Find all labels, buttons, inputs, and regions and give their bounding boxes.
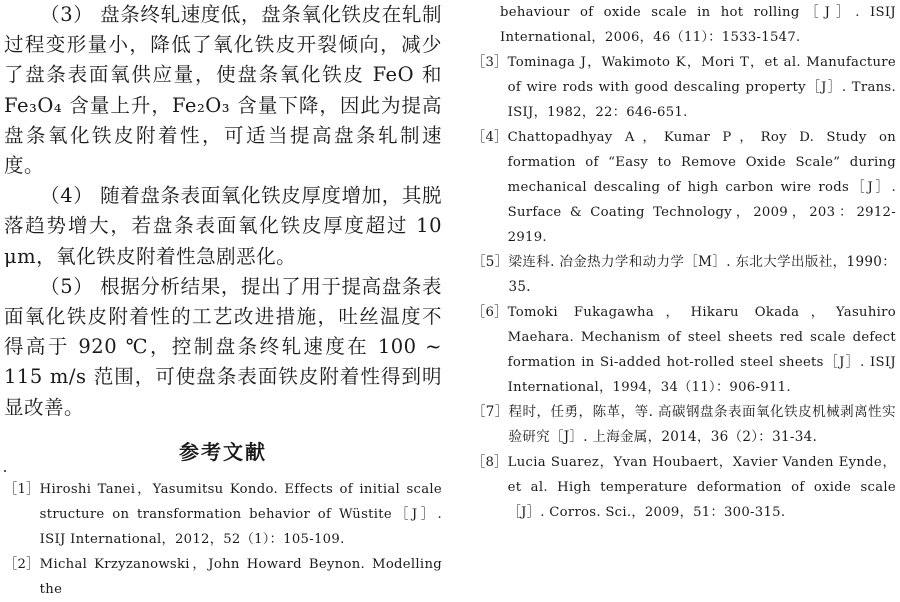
- reference-number: ［1］: [4, 481, 40, 497]
- reference-item: [472, 250, 896, 300]
- conclusion-paragraph-3-text: （3） 盘条终轧速度低，盘条氧化铁皮在轧制过程变形量小，降低了氧化铁皮开裂倾向，减少了盘条表面氧供应量，使盘条氧化铁皮 FeO 和 Fe₃O₄ 含量上升，Fe₂O₃ 含量下降，因此为提高盘条氧化铁皮附着性，可适当提高盘条轧制速度。: [4, 3, 442, 178]
- reference-text: Hiroshi Tanei，Yasumitsu Kondo. Effects of initial scale structure on transformation behavior of Wüstite［J］. ISIJ International，2012，52（1）：105-109.: [39, 481, 442, 547]
- reference-text: 梁连科. 冶金热力学和动力学［M］. 东北大学出版社，1990：35.: [508, 254, 896, 295]
- reference-number: ［3］: [472, 55, 508, 70]
- reference-number: ［6］: [472, 305, 508, 320]
- reference-number: ［2］: [4, 556, 40, 572]
- reference-item: [472, 300, 896, 400]
- reference-continuation: behaviour of oxide scale in hot rolling［J］. ISIJ International，2006，46（11）：1533-1547.: [500, 5, 896, 45]
- reference-item: [472, 450, 896, 525]
- reference-item: [472, 125, 896, 250]
- conclusion-paragraph-5-text: （5） 根据分析结果，提出了用于提高盘条表面氧化铁皮附着性的工艺改进措施，吐丝温度不得高于 920 ℃，控制盘条终轧速度在 100 ~ 115 m/s 范围，可使盘条表面铁皮附着性得到明显改善。: [4, 274, 442, 419]
- reference-number: ［8］: [472, 455, 508, 470]
- reference-text: Tomoki Fukagawha，Hikaru Okada，Yasuhiro Maehara. Mechanism of steel sheets red scale defect formation in Si-added hot-rolled steel sheets［J］. ISIJ International，1994，34（11）：906-911.: [507, 305, 896, 395]
- reference-number: ［4］: [472, 130, 508, 145]
- conclusion-paragraph-5: [4, 272, 442, 423]
- reference-item: [472, 400, 896, 450]
- reference-text: Chattopadhyay A，Kumar P，Roy D. Study on formation of “Easy to Remove Oxide Scale” during mechanical descaling of high carbon wire rods［J］. Surface & Coating Technology，2009，203：2912-2919.: [507, 130, 896, 245]
- conclusion-paragraph-4: [4, 181, 442, 272]
- references-list-left: [4, 477, 442, 602]
- reference-text: Lucia Suarez，Yvan Houbaert，Xavier Vanden Eynde，et al. High temperature deformation of oxide scale［J］. Corros. Sci.，2009，51：300-315.: [507, 455, 896, 520]
- reference-item: [4, 552, 442, 602]
- right-column: [472, 0, 896, 525]
- reference-item: [472, 50, 896, 125]
- conclusion-paragraph-4-text: （4） 随着盘条表面氧化铁皮厚度增加，其脱落趋势增大，若盘条表面氧化铁皮厚度超过 10 μm，氧化铁皮附着性急剧恶化。: [4, 184, 442, 268]
- divider-dot: [4, 467, 442, 477]
- references-heading: 参考文献: [179, 439, 267, 464]
- left-column: [4, 0, 442, 602]
- conclusion-paragraph-3: [4, 0, 442, 181]
- references-list-right: [472, 50, 896, 525]
- reference-text: Tominaga J，Wakimoto K，Mori T，et al. Manufacture of wire rods with good descaling property［J］. Trans. ISIJ，1982，22：646-651.: [507, 55, 896, 120]
- reference-text: 程时，任勇，陈革，等. 高碳钢盘条表面氧化铁皮机械剥离性实验研究［J］. 上海金属，2014，36（2）：31-34.: [508, 404, 896, 445]
- reference-text: Michal Krzyzanowski，John Howard Beynon. Modelling the: [39, 556, 442, 597]
- reference-item: [4, 477, 442, 552]
- reference-number: ［5］: [472, 254, 509, 270]
- reference-number: ［7］: [472, 404, 509, 420]
